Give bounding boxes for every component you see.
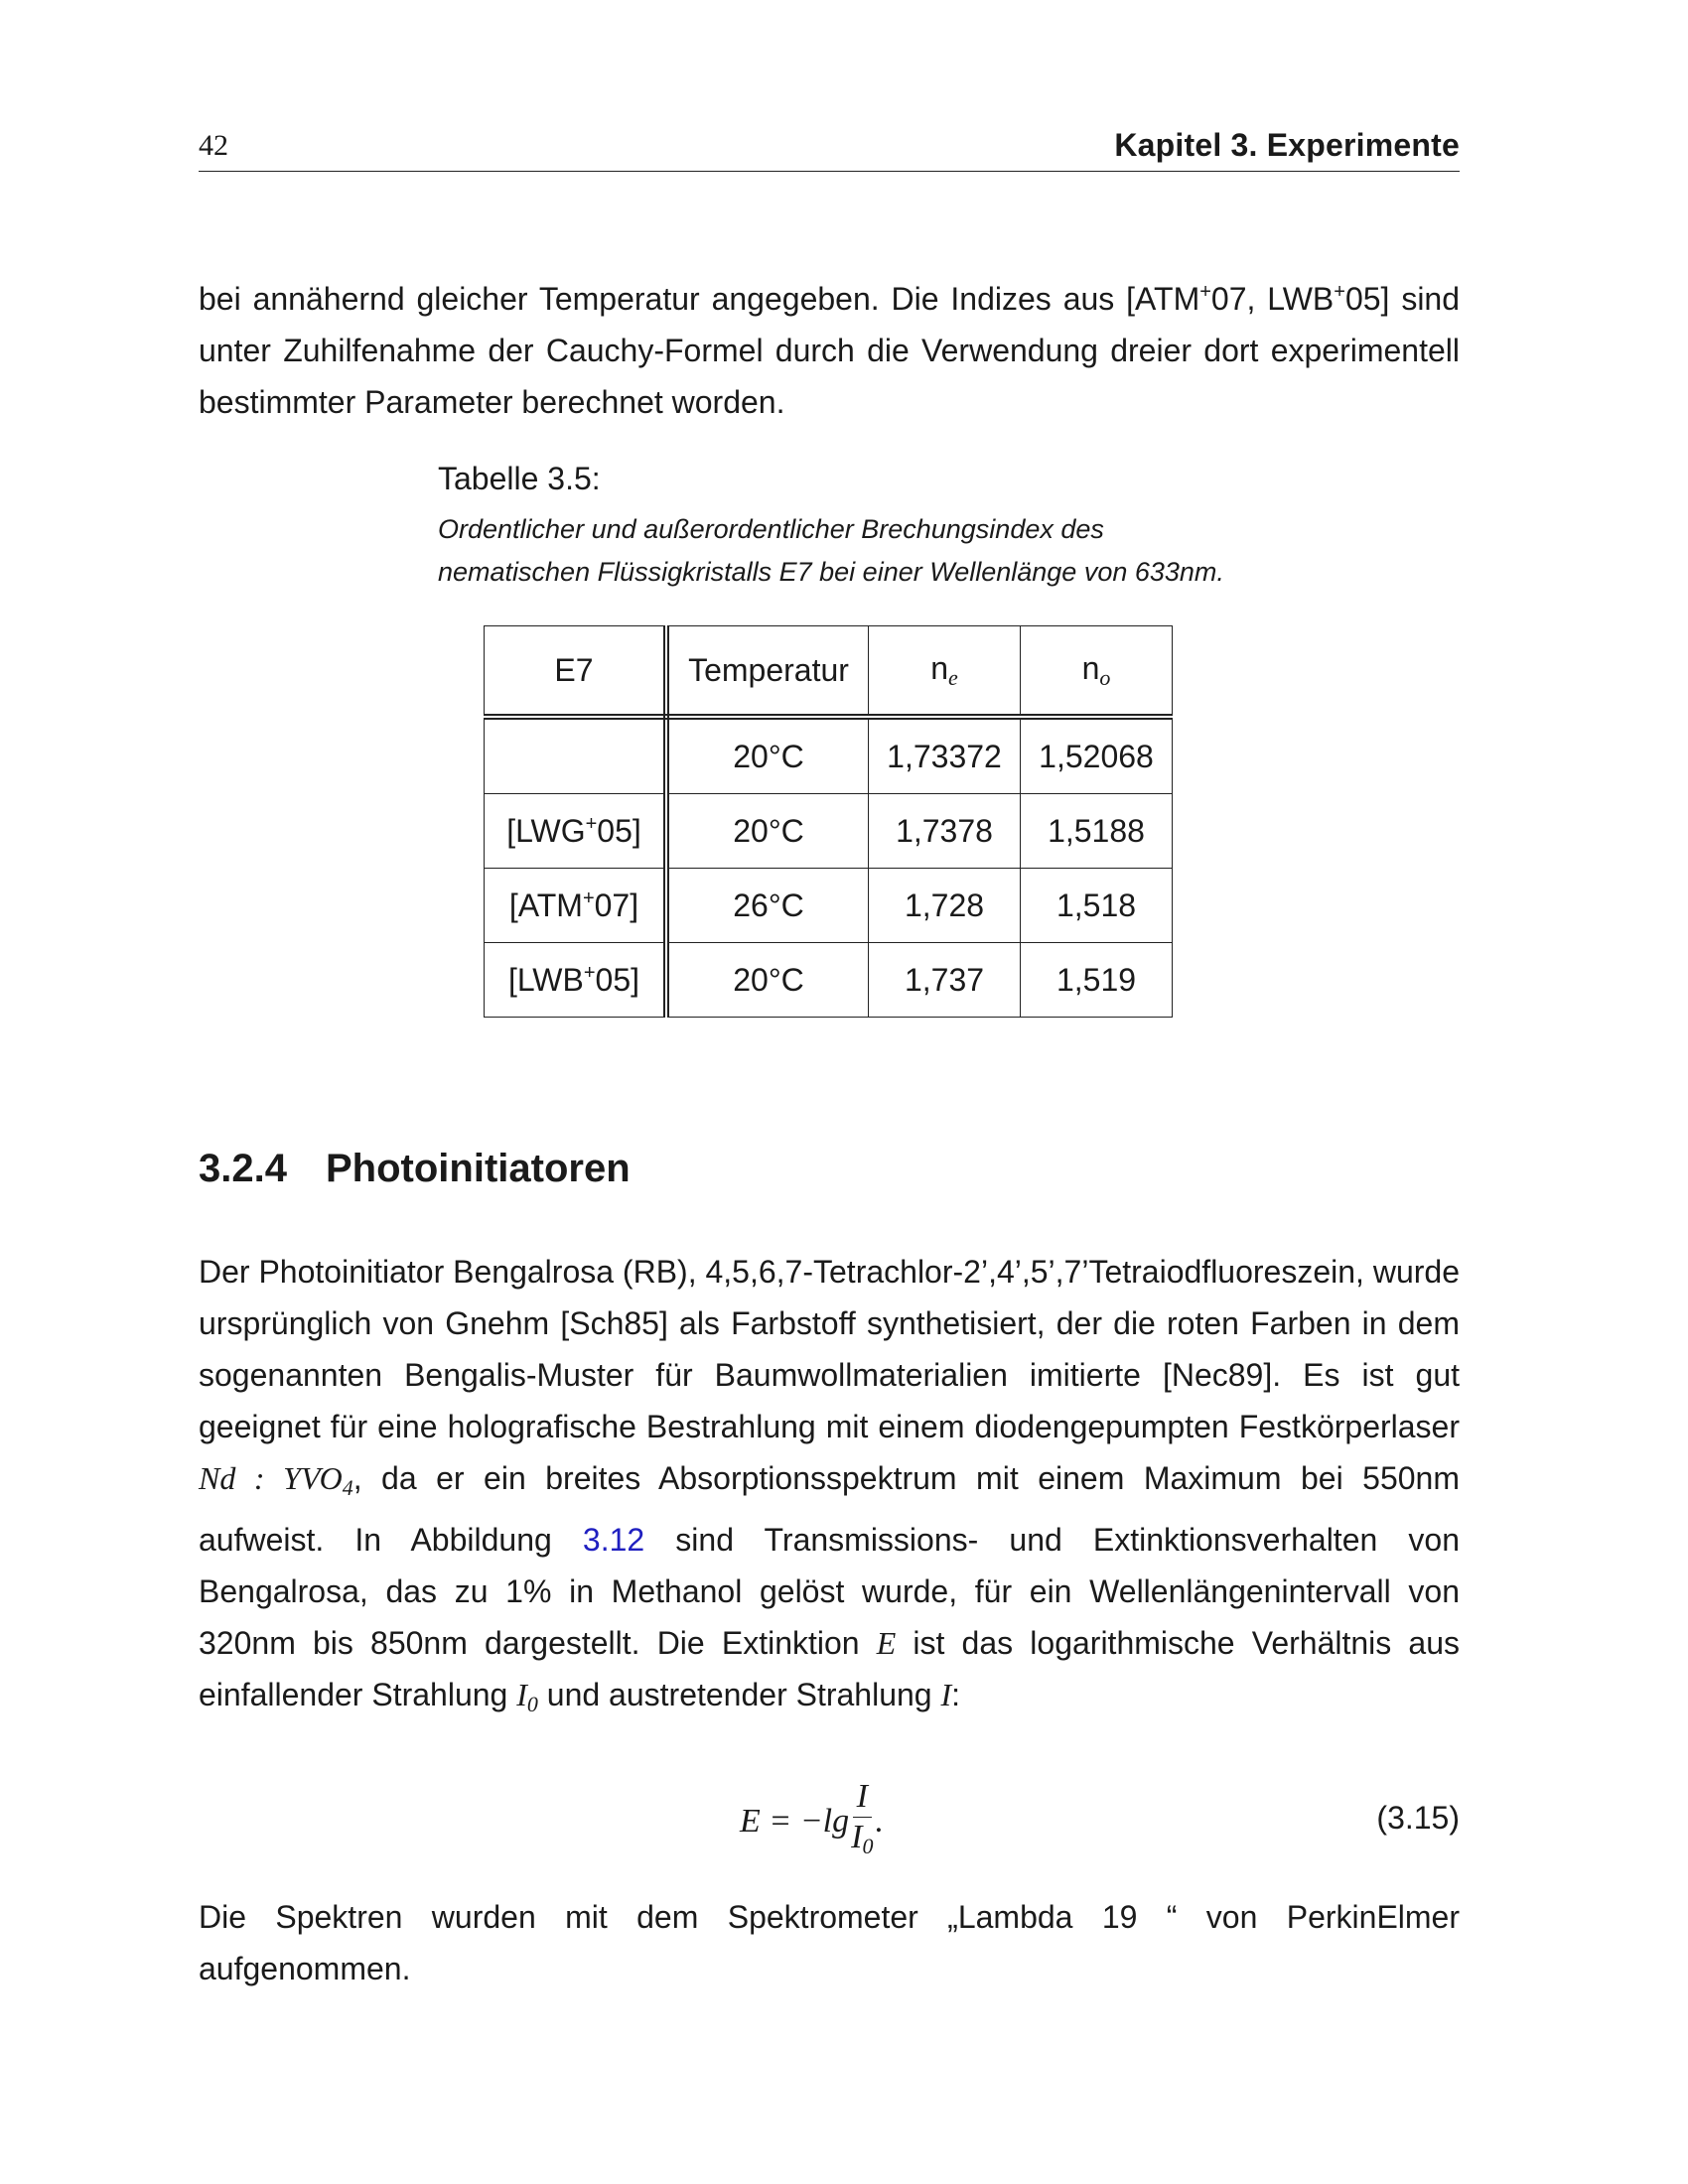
table-row <box>485 717 1173 794</box>
laser-formula-sub: 4 <box>342 1475 353 1500</box>
body-text-1: Der Photoinitiator Bengalrosa (RB), 4,5,6,7-Tetrachlor-2’,4’,5’,7’Tetraiodfluoreszein, wurde ursprünglich von Gnehm [Sch85] als Farbstoff synthetisiert, der die roten Farben in dem sogenannten Bengalis-Muster für Baumwollmaterialien imitierte [Nec89]. Es ist gut geeignet für eine holografische Bestrahlung mit einem diodengepumpten Festkörperlaser <box>199 1254 1460 1444</box>
row-ref <box>485 717 667 794</box>
equation-3-15 <box>740 1777 884 1866</box>
row-ne: 1,73372 <box>869 717 1021 794</box>
section-number: 3.2.4 <box>199 1147 287 1190</box>
row-no: 1,5188 <box>1021 794 1173 869</box>
equation-denominator <box>851 1818 873 1866</box>
row-ref-pre: [ATM <box>508 887 583 923</box>
header-no <box>1021 626 1173 718</box>
equation-trail: . <box>875 1803 884 1840</box>
row-no: 1,52068 <box>1021 717 1173 794</box>
row-temp: 26°C <box>666 869 869 943</box>
row-ref-post: 05] <box>597 812 641 849</box>
equation-denominator-base: I <box>851 1819 863 1855</box>
table-header-row <box>485 626 1173 718</box>
row-no: 1,519 <box>1021 943 1173 1018</box>
row-ne: 1,728 <box>869 869 1021 943</box>
row-temp: 20°C <box>666 717 869 794</box>
header-rule <box>199 171 1460 172</box>
body-paragraph <box>199 1246 1460 1730</box>
intro-text-a: bei annähernd gleicher Temperatur angegeben. Die Indizes aus [ATM <box>199 281 1200 317</box>
table-caption-text: Ordentlicher und außerordentlicher Brechungsindex des nematischen Flüssigkristalls E7 bei einer Wellenlänge von 633nm. <box>438 514 1224 587</box>
equation-lhs: E = −lg <box>740 1803 850 1840</box>
body-text-6: : <box>951 1677 961 1712</box>
symbol-i0-sub: 0 <box>526 1692 538 1716</box>
section-heading <box>199 1147 631 1191</box>
row-ref-pre: [LWB <box>507 961 584 998</box>
section-title: Photoinitiatoren <box>326 1147 631 1190</box>
equation-numerator: I <box>853 1777 872 1818</box>
row-ref <box>485 794 667 869</box>
figure-link[interactable]: 3.12 <box>582 1522 645 1558</box>
equation-fraction <box>851 1777 873 1866</box>
refractive-index-table <box>484 625 1173 1018</box>
row-ref-pre: [LWG <box>506 812 586 849</box>
equation-number: (3.15) <box>1376 1800 1460 1836</box>
symbol-i: I <box>940 1677 952 1712</box>
equation-denominator-sub: 0 <box>862 1834 874 1858</box>
intro-text-b: 07, LWB <box>1210 281 1335 317</box>
running-head: Kapitel 3. Experimente <box>1114 127 1460 163</box>
row-ref-sup: + <box>583 961 596 984</box>
body-text-5: und austretender Strahlung <box>537 1677 941 1712</box>
body-text-4: ist das logarithmische Verhältnis aus einfallender Strahlung <box>199 1625 1460 1712</box>
intro-text-c: 05] sind unter Zuhilfenahme der Cauchy-Formel durch die Verwendung dreier dort experimentell bestimmter Parameter berechnet worden. <box>199 281 1461 420</box>
row-temp: 20°C <box>666 943 869 1018</box>
row-ref <box>485 943 667 1018</box>
header-ne <box>869 626 1021 718</box>
body-text-2: , da er ein breites Absorptionsspektrum mit einem Maximum bei 550nm aufweist. In Abbildung <box>199 1460 1461 1558</box>
row-ref-post: 07] <box>594 887 639 923</box>
body-text-3: sind Transmissions- und Extinktionsverhalten von Bengalrosa, das zu 1% in Methanol gelöst wurde, für ein Wellenlängenintervall von 320nm bis 850nm dargestellt. Die Extinktion <box>199 1522 1461 1661</box>
row-ref-sup: + <box>582 887 595 909</box>
row-ref <box>485 869 667 943</box>
intro-sup-2: + <box>1334 281 1345 303</box>
closing-paragraph: Die Spektren wurden mit dem Spektrometer „Lambda 19 “ von PerkinElmer aufgenommen. <box>199 1899 1460 1986</box>
header-e7: E7 <box>485 626 667 718</box>
row-ne: 1,737 <box>869 943 1021 1018</box>
row-ref-post: 05] <box>595 961 640 998</box>
table-row <box>485 869 1173 943</box>
table-row <box>485 943 1173 1018</box>
header-no-base: n <box>1081 649 1100 686</box>
header-ne-base: n <box>930 649 949 686</box>
page-number: 42 <box>199 129 228 162</box>
row-ne: 1,7378 <box>869 794 1021 869</box>
intro-paragraph <box>199 273 1460 428</box>
laser-formula: Nd : YVO <box>199 1460 343 1496</box>
header-ne-sub: e <box>948 664 958 690</box>
header-no-sub: o <box>1099 664 1111 690</box>
intro-sup-1: + <box>1199 281 1211 303</box>
symbol-i0: I <box>516 1677 527 1712</box>
table-row <box>485 794 1173 869</box>
header-temperatur: Temperatur <box>666 626 869 718</box>
table-caption-label: Tabelle 3.5: <box>438 461 601 496</box>
row-ref-sup: + <box>585 812 598 835</box>
symbol-e: E <box>876 1625 897 1661</box>
row-temp: 20°C <box>666 794 869 869</box>
row-no: 1,518 <box>1021 869 1173 943</box>
